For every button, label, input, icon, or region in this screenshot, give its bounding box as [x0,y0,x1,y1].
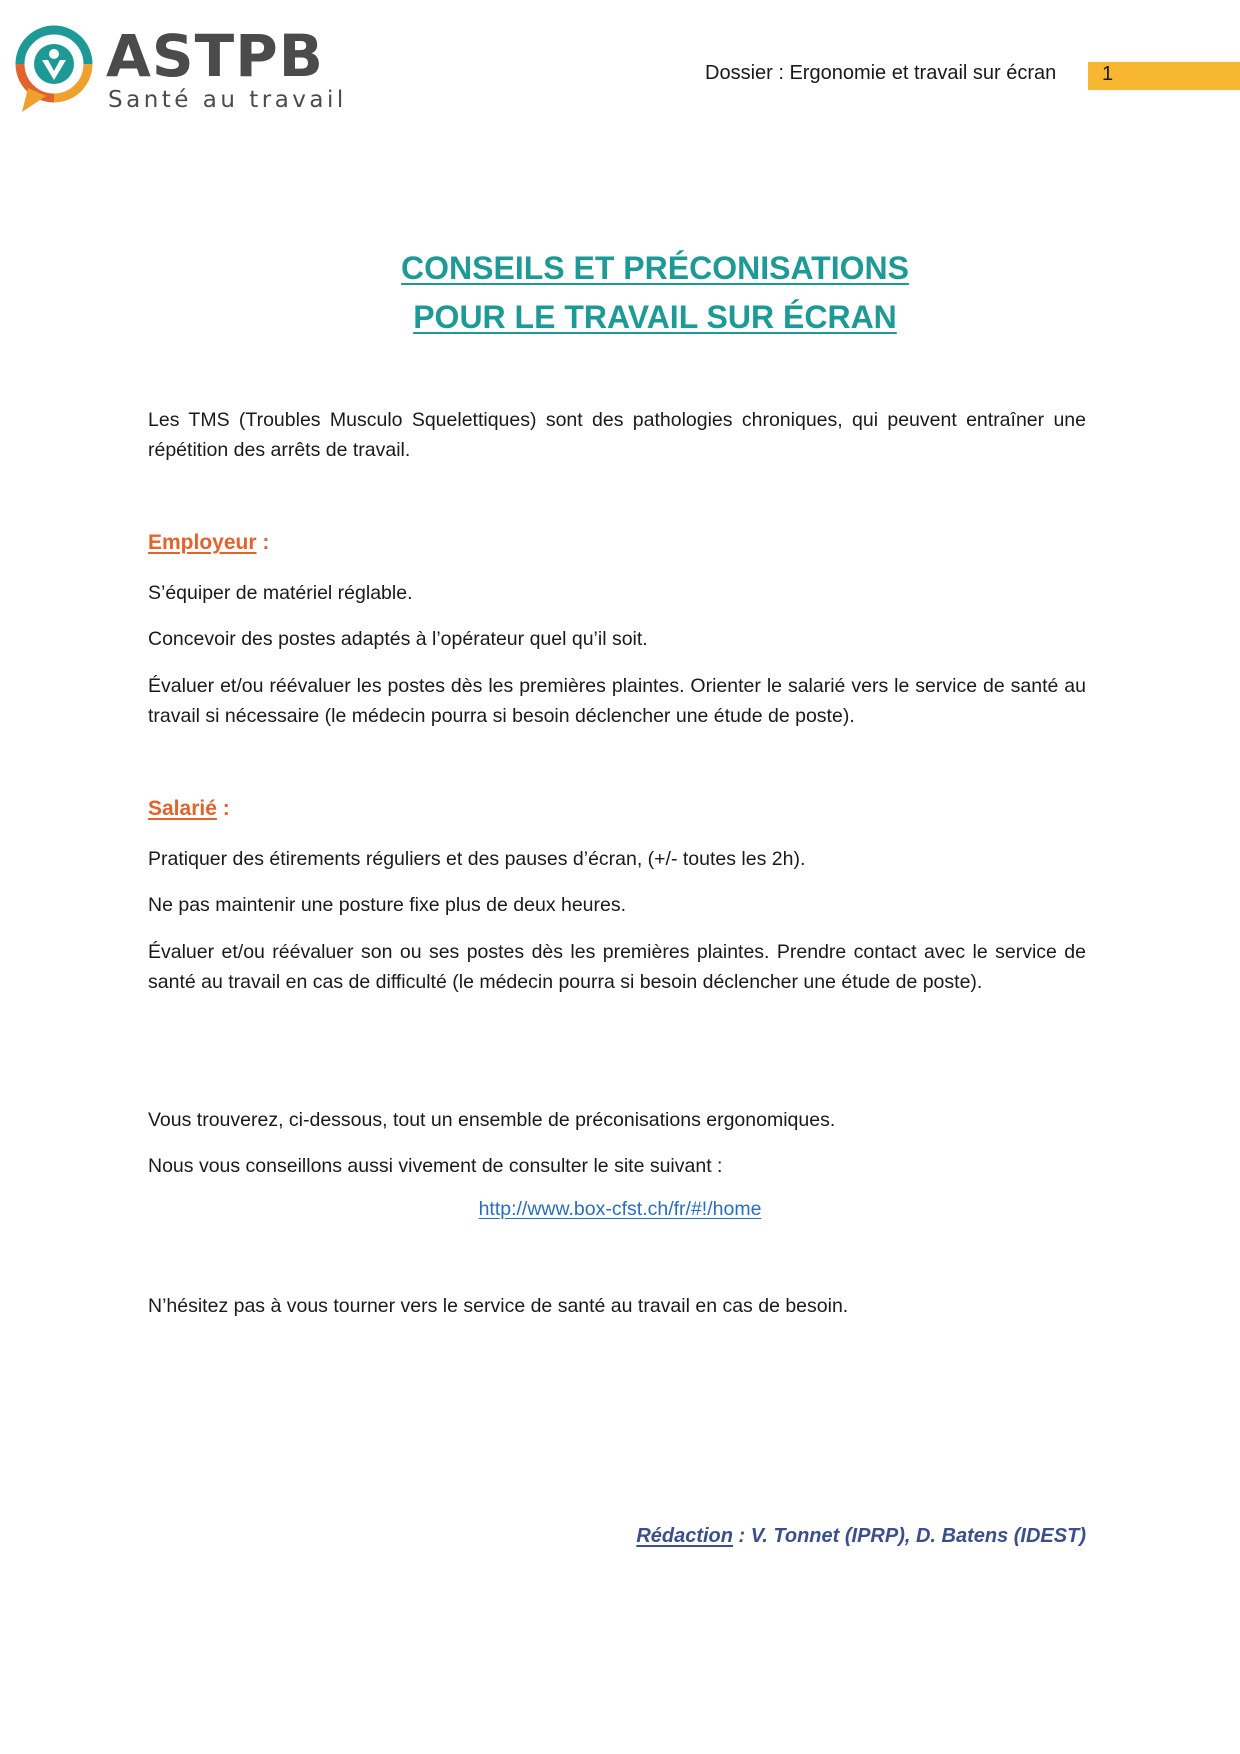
logo-mark-icon [14,24,94,116]
employer-heading-suffix: : [256,531,270,554]
page-number: 1 [1102,63,1114,85]
link-line [0,1198,1240,1221]
page-title-line-2: POUR LE TRAVAIL SUR ÉCRAN [413,299,897,335]
logo-name: ASTPB [106,22,324,90]
page-title-line-1: CONSEILS ET PRÉCONISATIONS [401,250,909,286]
employee-heading-suffix: : [216,797,230,820]
employee-item-2: Ne pas maintenir une posture fixe plus de deux heures. [148,894,627,916]
intro-paragraph: Les TMS (Troubles Musculo Squelettiques) sont des pathologies chroniques, qui peuvent entraîner une répétition des arrêts de travail. [148,409,1086,461]
employee-heading [148,797,230,821]
employee-item-3: Évaluer et/ou réévaluer son ou ses postes dès les premières plaintes. Prendre contact avec le service de santé au travail en cas de difficulté (le médecin pourra si besoin déclencher une étude de poste). [148,941,1086,993]
document-header-label: Dossier : Ergonomie et travail sur écran [705,62,1057,84]
redaction-label: Rédaction [636,1525,733,1547]
astpb-logo [14,24,347,116]
redaction-credit [636,1525,1086,1548]
box-cfst-link[interactable]: http://www.box-cfst.ch/fr/#!/home [478,1198,762,1220]
closing-line-1: Vous trouverez, ci-dessous, tout un ensemble de préconisations ergonomiques. [148,1109,836,1131]
employer-item-3: Évaluer et/ou réévaluer les postes dès les premières plaintes. Orienter le salarié vers le service de santé au travail si nécessaire (le médecin pourra si besoin déclencher une étude de poste). [148,675,1086,727]
logo-tagline: Santé au travail [108,87,347,113]
closing-line-3: N’hésitez pas à vous tourner vers le service de santé au travail en cas de besoin. [148,1295,849,1317]
redaction-authors: : V. Tonnet (IPRP), D. Batens (IDEST) [733,1525,1086,1547]
employer-item-1: S’équiper de matériel réglable. [148,582,413,604]
employer-item-2: Concevoir des postes adaptés à l’opérateur quel qu’il soit. [148,628,648,650]
page-number-box [1088,62,1240,90]
closing-line-2: Nous vous conseillons aussi vivement de consulter le site suivant : [148,1155,723,1177]
employee-heading-label: Salarié [148,797,217,820]
employer-heading [148,531,269,555]
employee-item-1: Pratiquer des étirements réguliers et des pauses d’écran, (+/- toutes les 2h). [148,848,806,870]
employer-heading-label: Employeur [148,531,257,554]
